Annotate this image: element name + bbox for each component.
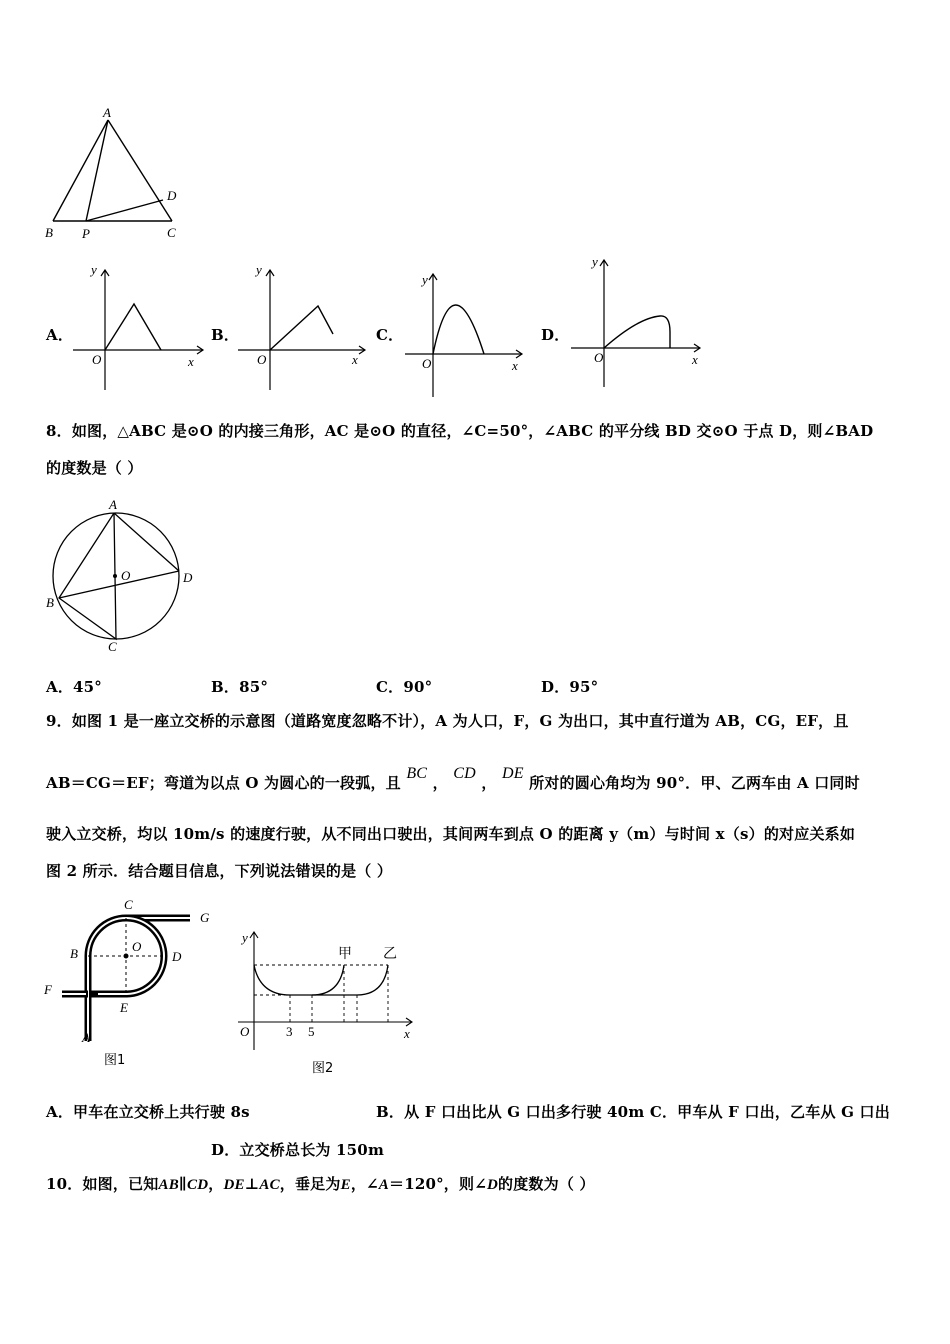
- q8-label-d: D: [183, 570, 193, 585]
- graph-c-curve: [433, 305, 484, 354]
- q10-math-d: D: [486, 1177, 499, 1193]
- fig2-x-label: x: [404, 1026, 410, 1041]
- q10-foot-text: ，垂足为: [279, 1175, 341, 1193]
- triangle-side-ab: [53, 120, 108, 221]
- graph-c-x-label: x: [512, 358, 518, 373]
- graph-b-y-label: y: [256, 262, 262, 277]
- q9-option-a[interactable]: A．甲车在立交桥上共行驶 8s: [46, 1103, 250, 1121]
- label-p: P: [82, 226, 90, 241]
- q9-text-line3: 驶入立交桥，均以 10m/s 的速度行驶，从不同出口驶出，其间两车到点 O 的距离 y（m）与时间 x（s）的对应关系如: [46, 825, 856, 843]
- q8-option-b[interactable]: B．85°: [211, 678, 269, 696]
- graph-a-origin: O: [92, 352, 102, 367]
- label-d: D: [167, 188, 177, 203]
- q10-angle-sign: ，∠: [350, 1175, 379, 1193]
- graph-c-origin: O: [422, 356, 432, 371]
- label-c: C: [167, 225, 176, 240]
- q7-graph-b: [233, 262, 373, 402]
- curve-yi: [357, 965, 388, 995]
- q9-separator-2: ，: [481, 774, 497, 792]
- fig1-label-o: O: [132, 939, 142, 954]
- q8-label-b: B: [46, 595, 54, 610]
- graph-b-x-label: x: [352, 352, 358, 367]
- curve-jia: [312, 965, 344, 995]
- point-o: [124, 954, 129, 959]
- q10-parallel: ∥: [178, 1175, 188, 1193]
- fig1-label-f: F: [44, 982, 52, 997]
- q8-option-a[interactable]: A．45°: [46, 678, 103, 696]
- q9-text-line1: 9．如图 1 是一座立交桥的示意图（道路宽度忽略不计），A 为人口，F，G 为出口，其中直行道为 AB，CG，EF，且: [46, 712, 849, 730]
- q10-math-e: E: [340, 1177, 351, 1193]
- q9-fig1-interchange: [40, 896, 230, 1076]
- fig2-tick-3: 3: [286, 1024, 293, 1039]
- graph-a-y-label: y: [91, 262, 97, 277]
- fig1-label-a: A: [82, 1030, 90, 1045]
- graph-a-curve: [105, 304, 161, 350]
- q9-text-line2: [46, 765, 860, 793]
- q7-option-a-letter[interactable]: A．: [46, 326, 74, 344]
- graph-b-origin: O: [257, 352, 267, 367]
- q8-option-c[interactable]: C．90°: [376, 678, 433, 696]
- q9-option-b-c[interactable]: B．从 F 口出比从 G 口出多行驶 40m C．甲车从 F 口出，乙车从 G 口出: [376, 1103, 890, 1121]
- q8-text-line1: 8．如图，△ABC 是⊙O 的内接三角形，AC 是⊙O 的直径，∠C=50°，∠ABC 的平分线 BD 交⊙O 于点 D，则∠BAD: [46, 422, 874, 440]
- q8-label-o: O: [121, 568, 131, 583]
- fig1-label-c: C: [124, 897, 133, 912]
- graph-b-curve: [270, 306, 333, 350]
- q9-fig2-graph: [232, 922, 432, 1082]
- fig1-label-g: G: [200, 910, 210, 925]
- fig1-label-b: B: [70, 946, 78, 961]
- graph-d-curve: [604, 316, 670, 348]
- q10-math-cd: CD: [187, 1177, 209, 1193]
- q10-text: [46, 1173, 595, 1194]
- triangle-side-ac: [108, 120, 172, 221]
- fig2-caption: 图2: [312, 1061, 334, 1076]
- fig2-y-label: y: [242, 930, 248, 945]
- q8-circle-figure: [40, 492, 240, 662]
- fig1-label-e: E: [120, 1000, 128, 1015]
- curve-start-arc: [254, 965, 290, 995]
- fig2-origin: O: [240, 1024, 250, 1039]
- q7-option-d-letter[interactable]: D．: [541, 326, 570, 344]
- q7-option-b-letter[interactable]: B．: [211, 326, 240, 344]
- arc-bc-label: BC: [406, 765, 428, 782]
- chord-bd: [59, 571, 179, 598]
- fig1-caption: 图1: [104, 1053, 126, 1068]
- q10-angle-value: ＝120°，则∠: [389, 1175, 487, 1193]
- q8-option-d[interactable]: D．95°: [541, 678, 599, 696]
- q9-line2-start: AB＝CG＝EF；弯道为以点 O 为圆心的一段弧，且: [46, 774, 401, 792]
- q10-comma: ，: [208, 1175, 224, 1193]
- q8-label-a: A: [109, 497, 117, 512]
- q7-option-c-letter[interactable]: C．: [376, 326, 404, 344]
- q7-graph-d: [566, 252, 711, 402]
- q10-suffix: 的度数为（ ）: [498, 1175, 595, 1193]
- q10-math-ac: AC: [259, 1177, 280, 1193]
- road-path: [88, 918, 190, 1041]
- triangle-abc: [59, 513, 116, 639]
- fig2-label-yi: 乙: [383, 946, 397, 962]
- graph-d-origin: O: [594, 350, 604, 365]
- q10-math-de: DE: [223, 1177, 245, 1193]
- graph-d-y-label: y: [592, 254, 598, 269]
- fig2-label-jia: 甲: [338, 946, 352, 962]
- q10-prefix: 10．如图，已知: [46, 1175, 159, 1193]
- q7-graph-a: [68, 262, 208, 402]
- segment-pd: [86, 200, 163, 221]
- q8-text-line2: 的度数是（ ）: [46, 459, 143, 477]
- q9-separator-1: ，: [432, 774, 448, 792]
- q10-math-a: A: [378, 1177, 389, 1193]
- center-point: [113, 574, 117, 578]
- graph-a-x-label: x: [188, 354, 194, 369]
- q9-option-d[interactable]: D．立交桥总长为 150m: [211, 1141, 385, 1159]
- segment-ap: [86, 120, 108, 221]
- fig2-tick-5: 5: [308, 1024, 315, 1039]
- label-b: B: [45, 225, 53, 240]
- q10-math-ab: AB: [158, 1177, 179, 1193]
- q10-perp: ⊥: [244, 1175, 260, 1193]
- q7-graph-c: [400, 262, 540, 402]
- q9-line2-end: 所对的圆心角均为 90°．甲、乙两车由 A 口同时: [529, 774, 860, 792]
- graph-c-y-label: y: [422, 272, 428, 287]
- arc-de-label: DE: [501, 765, 524, 782]
- q9-text-line4: 图 2 所示．结合题目信息，下列说法错误的是（ ）: [46, 862, 393, 880]
- arc-cd-label: CD: [453, 765, 476, 782]
- label-a: A: [103, 105, 111, 120]
- q8-label-c: C: [108, 639, 117, 654]
- fig1-label-d: D: [172, 949, 182, 964]
- graph-d-x-label: x: [692, 352, 698, 367]
